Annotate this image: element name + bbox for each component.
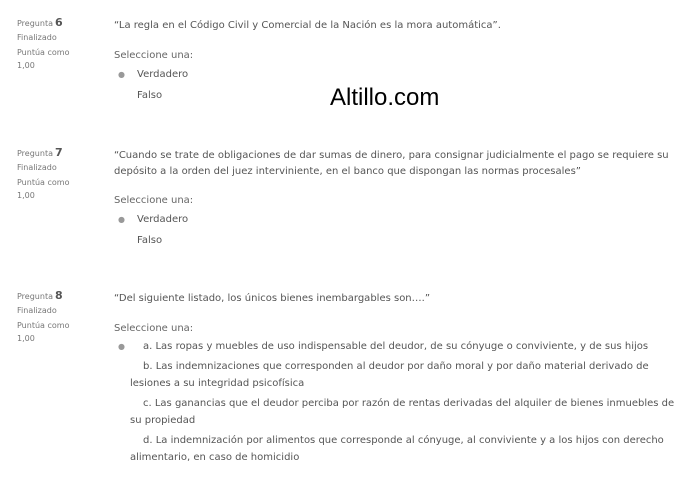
select-prompt: Seleccione una: xyxy=(114,323,194,334)
radio-selected-icon[interactable]: ● xyxy=(118,215,125,224)
option-false[interactable] xyxy=(114,232,684,249)
question-text: “Del siguiente listado, los únicos bienes inembargables son….” xyxy=(114,293,431,304)
option-d[interactable] xyxy=(114,432,684,466)
option-label: b. Las indemnizaciones que corresponden al deudor por daño moral y por daño material derivado de lesiones a su integridad psicofísica xyxy=(130,361,649,389)
watermark-text: Altillo.com xyxy=(330,84,440,111)
question-status: Finalizado xyxy=(17,306,57,315)
option-a[interactable] xyxy=(114,338,684,355)
question-label: Pregunta xyxy=(17,292,53,301)
question-status: Finalizado xyxy=(17,163,57,172)
question-score: Puntúa como 1,00 xyxy=(17,321,70,343)
question-info-6 xyxy=(17,16,112,72)
option-true[interactable] xyxy=(114,66,684,83)
question-number: 7 xyxy=(54,146,63,159)
question-number: 8 xyxy=(54,289,63,302)
question-text: “La regla en el Código Civil y Comercial de la Nación es la mora automática”. xyxy=(114,20,501,31)
question-heading xyxy=(17,146,112,161)
question-text: “Cuando se trate de obligaciones de dar sumas de dinero, para consignar judicialmente el pago se requiere su depósito a la orden del juez interviniente, en el banco que dispongan las normas procesales” xyxy=(114,150,669,177)
select-prompt: Seleccione una: xyxy=(114,50,194,61)
question-score: Puntúa como 1,00 xyxy=(17,48,70,70)
option-label: d. La indemnización por alimentos que corresponde al cónyuge, al conviviente y a los hijos con derecho alimentario, en caso de homicidio xyxy=(130,435,664,463)
radio-selected-icon[interactable]: ● xyxy=(118,70,125,79)
question-status: Finalizado xyxy=(17,33,57,42)
question-info-8 xyxy=(17,289,112,345)
radio-selected-icon[interactable]: ● xyxy=(118,342,125,351)
option-c[interactable] xyxy=(114,395,684,429)
question-body-8 xyxy=(114,291,684,466)
option-label: Verdadero xyxy=(137,214,189,225)
question-info-7 xyxy=(17,146,112,202)
question-heading xyxy=(17,16,112,31)
question-body-7 xyxy=(114,148,684,249)
option-label: Verdadero xyxy=(137,69,189,80)
select-prompt: Seleccione una: xyxy=(114,195,194,206)
option-label: Falso xyxy=(137,235,163,246)
question-score: Puntúa como 1,00 xyxy=(17,178,70,200)
option-true[interactable] xyxy=(114,211,684,228)
question-label: Pregunta xyxy=(17,19,53,28)
option-label: c. Las ganancias que el deudor perciba por razón de rentas derivadas del alquiler de bienes inmuebles de su propiedad xyxy=(130,398,675,426)
option-label: Falso xyxy=(137,90,163,101)
option-label: a. Las ropas y muebles de uso indispensable del deudor, de su cónyuge o conviviente, y de sus hijos xyxy=(143,341,649,352)
option-b[interactable] xyxy=(114,358,684,392)
question-number: 6 xyxy=(54,16,63,29)
question-heading xyxy=(17,289,112,304)
question-label: Pregunta xyxy=(17,149,53,158)
